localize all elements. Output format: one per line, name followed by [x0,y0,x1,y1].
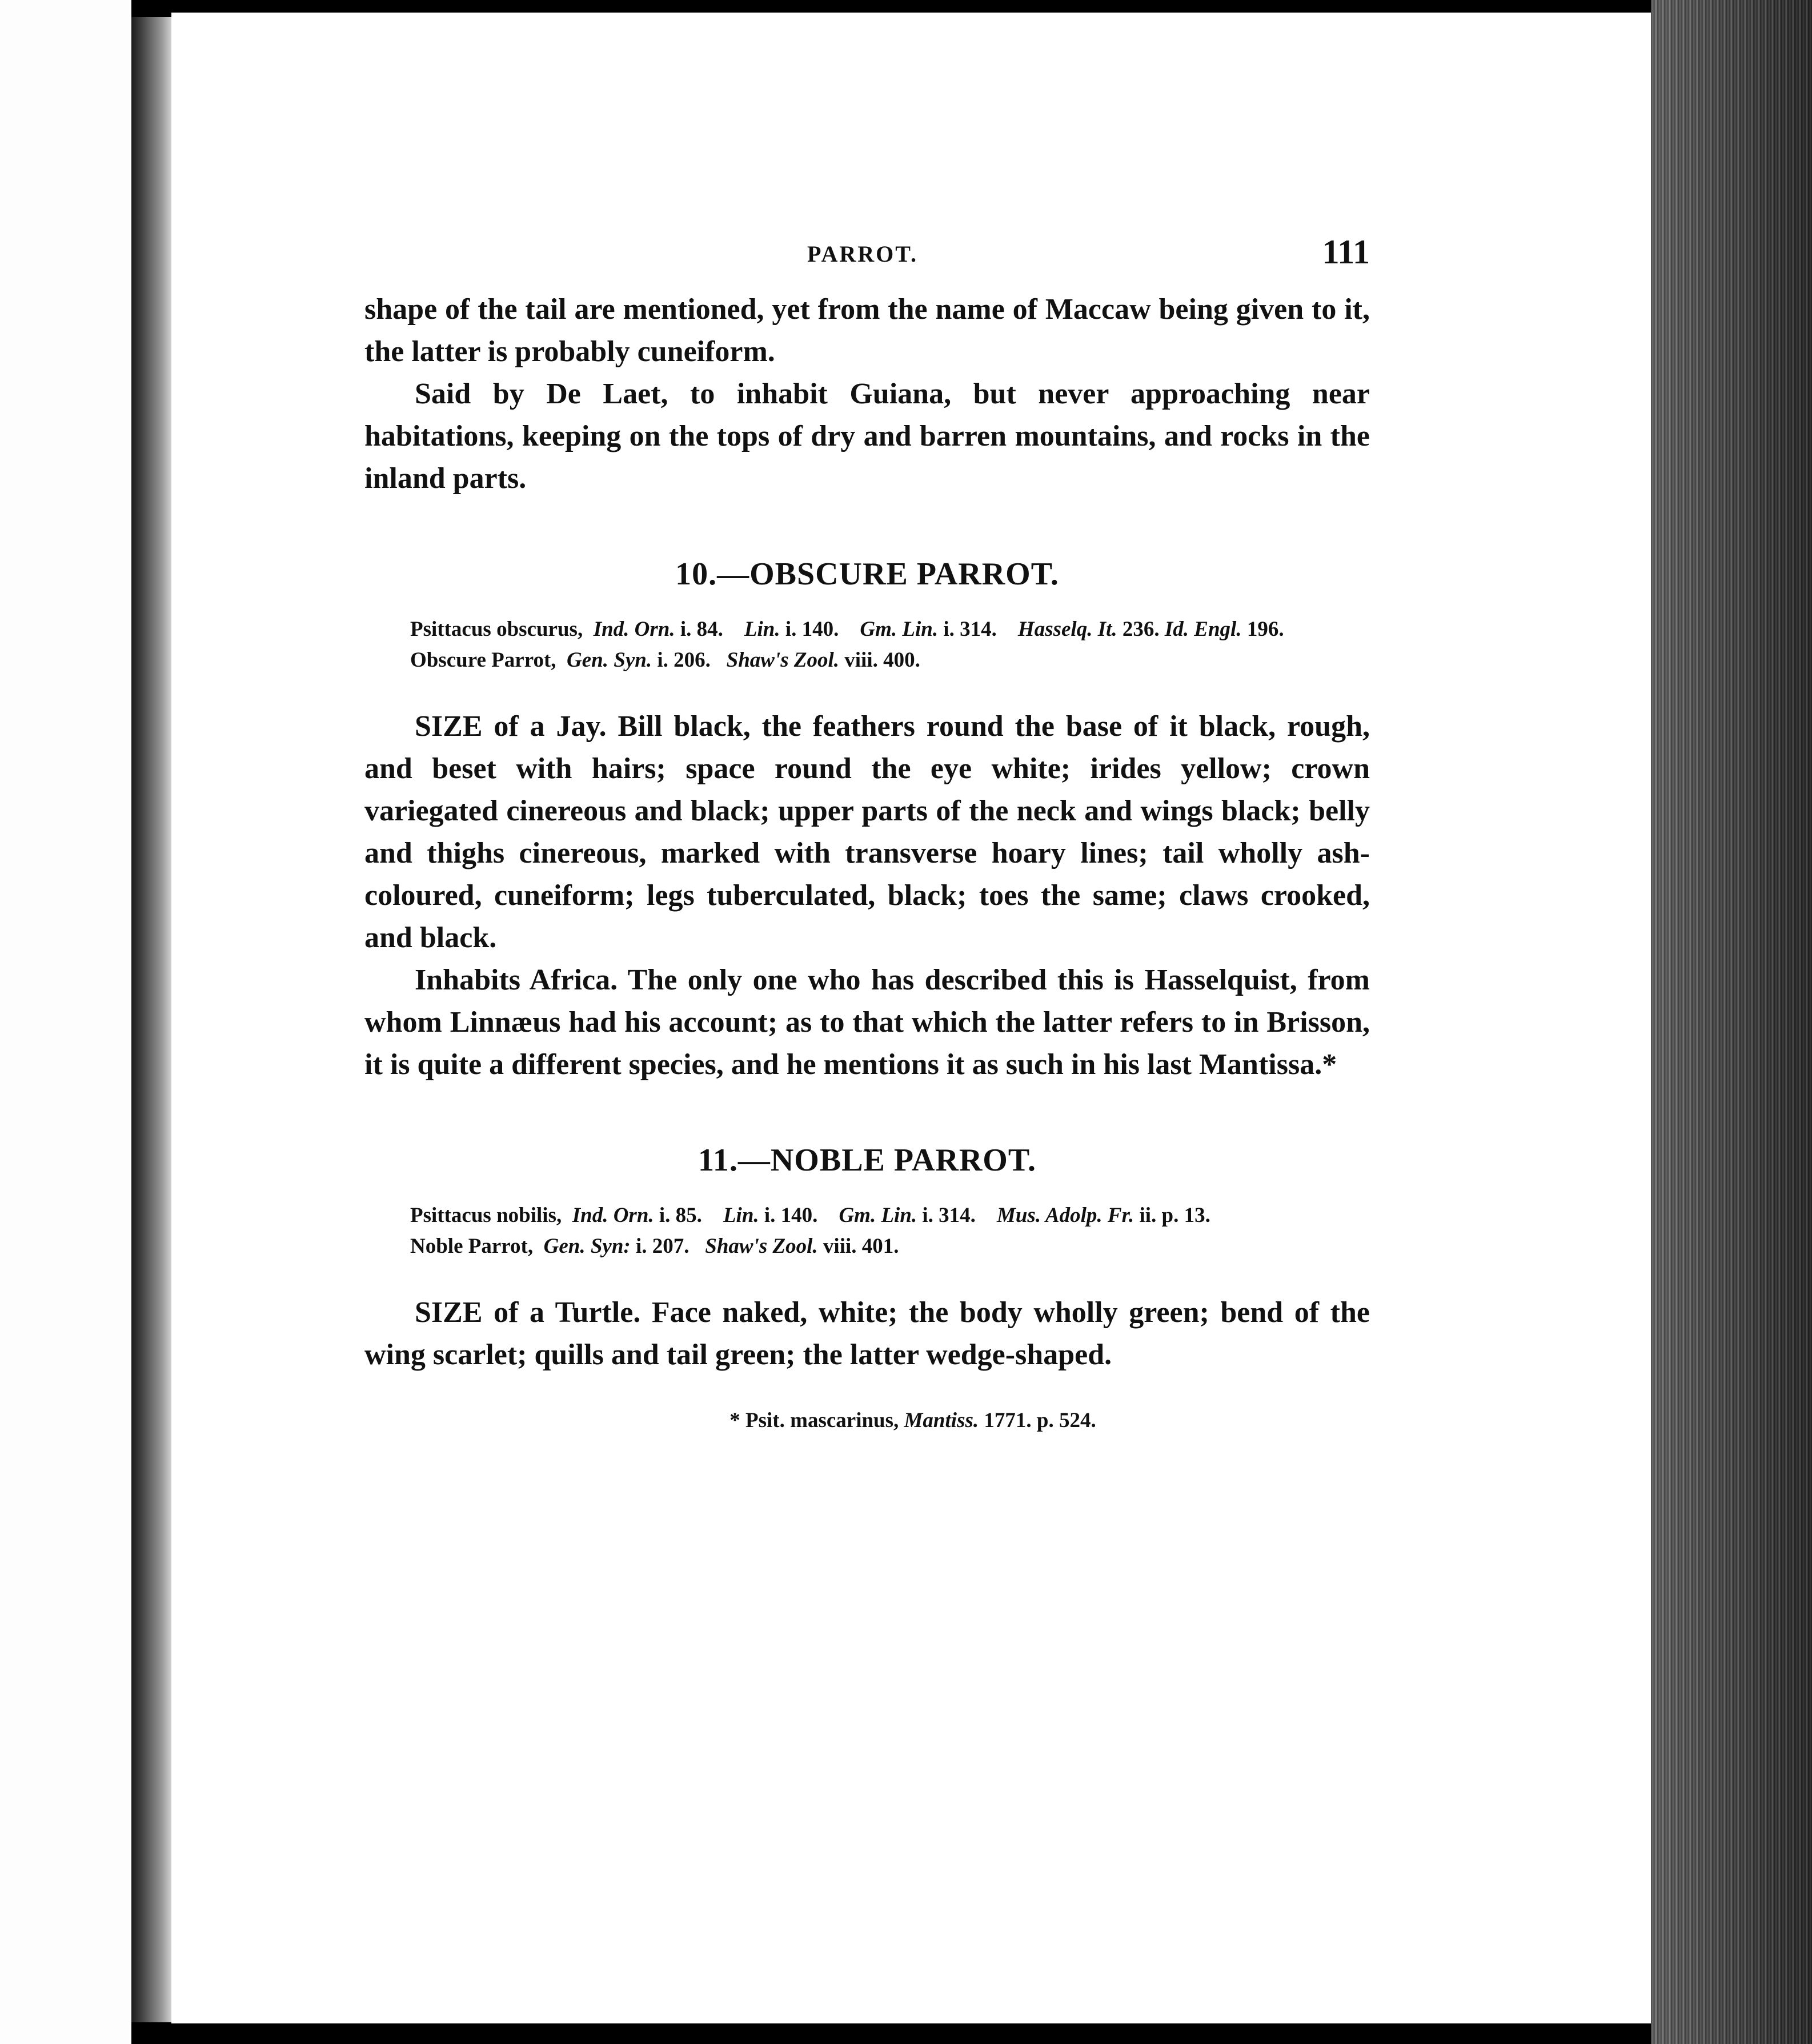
reference-location: ii. p. 13. [1139,1204,1210,1227]
footnote-mark: * [729,1409,740,1432]
description-paragraph: SIZE of a Turtle. Face naked, white; the body wholly green; bend of the wing scarlet; quills and tail green; the latter wedge-shaped. [364,1296,1370,1371]
reference-title: Hasselq. It. [1017,618,1117,641]
synonym-line [410,1231,1353,1262]
reference-location: i. 85. [659,1204,702,1227]
reference-location: i. 207. [635,1235,689,1258]
section-heading-noble-parrot: 11.—NOBLE PARROT. [697,1143,1037,1178]
footnote-text: Psit. mascarinus, [745,1409,899,1432]
synonymy-noble-parrot [410,1200,1353,1262]
reference-title: Ind. Orn. [572,1204,654,1227]
footnote-location: 1771. p. 524. [984,1409,1096,1432]
section-heading-obscure-parrot: 10.—OBSCURE PARROT. [675,556,1059,592]
book-gutter [131,17,173,2022]
reference-title: Gm. Lin. [860,618,939,641]
page-header [364,233,1370,288]
reference-location: i. 140. [785,618,839,641]
reference-location: i. 314. [943,618,997,641]
reference-location: viii. 400. [844,648,920,672]
reference-title: Gen. Syn: [543,1235,631,1258]
reference-title: Ind. Orn. [593,618,675,641]
synonym-name: Psittacus nobilis, [410,1204,562,1227]
continued-paragraph: shape of the tail are mentioned, yet from the name of Maccaw being given to it, the latter is probably cuneiform. [364,293,1370,368]
reference-title: Mus. Adolp. Fr. [996,1204,1134,1227]
synonym-name: Psittacus obscurus, [410,618,583,641]
synonym-name: Obscure Parrot, [410,648,556,672]
reference-location: viii. 401. [823,1235,899,1258]
running-head: PARROT. [807,241,918,267]
reference-location: i. 314. [922,1204,976,1227]
reference-title: Lin. [744,618,780,641]
reference-title: Gm. Lin. [839,1204,917,1227]
reference-location: i. 206. [657,648,711,672]
page-stack-edge [1651,0,1812,2044]
description-paragraph: SIZE of a Jay. Bill black, the feathers round the base of it black, rough, and beset with hairs; space round the eye white; irides yellow; crown variegated cinereous and black; upper parts of the neck and wings black; belly and thighs cinereous, marked with transverse hoary lines; tail wholly ash-coloured, cuneiform; legs tuberculated, black; toes the same; claws crooked, and black. [364,710,1370,954]
habitat-paragraph: Said by De Laet, to inhabit Guiana, but never approaching near habitations, keeping on the tops of dry and barren mountains, and rocks in the inland parts. [364,378,1370,495]
synonym-line [410,614,1353,645]
facing-page-edge [0,0,131,2044]
synonym-line [410,645,1353,676]
reference-location: i. 140. [764,1204,818,1227]
synonymy-obscure-parrot [410,614,1353,676]
reference-title: Shaw's Zool. [726,648,840,672]
page-text-block [364,233,1370,1433]
reference-location: 196. [1246,618,1284,641]
reference-title: Id. Engl. [1164,618,1242,641]
habitat-paragraph: Inhabits Africa. The only one who has described this is Hasselquist, from whom Linnæus had his account; as to that which the latter refers to in Brisson, it is quite a different species, and he mentions it as such in his last Mantissa.* [364,964,1370,1081]
footnote-title: Mantiss. [904,1409,979,1432]
reference-title: Shaw's Zool. [705,1235,818,1258]
page-number: 111 [1322,233,1370,271]
reference-title: Gen. Syn. [567,648,652,672]
reference-title: Lin. [723,1204,759,1227]
reference-location: 236. [1122,618,1160,641]
synonym-name: Noble Parrot, [410,1235,534,1258]
footnote [456,1408,1370,1433]
reference-location: i. 84. [680,618,723,641]
synonym-line [410,1200,1353,1231]
